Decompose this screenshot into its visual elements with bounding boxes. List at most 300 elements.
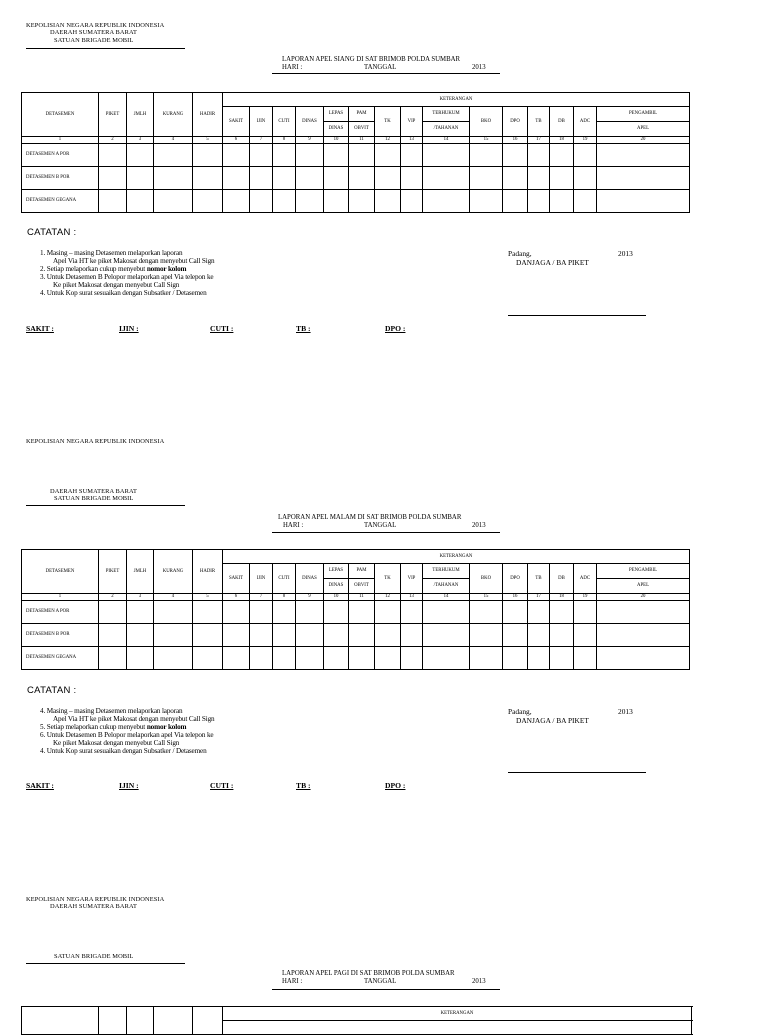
table-cell xyxy=(349,167,375,190)
column-number: 8 xyxy=(273,137,296,144)
col-lepas-2: DINAS xyxy=(324,122,349,137)
column-number: 9 xyxy=(296,594,324,601)
column-number: 13 xyxy=(401,137,423,144)
note-text: Ke piket Makosat dengan menyebut Call Sign xyxy=(53,739,180,747)
title-underline xyxy=(272,989,500,990)
table-cell xyxy=(296,190,324,213)
col-terhukum-2: /TAHANAN xyxy=(423,122,470,137)
column-number: 5 xyxy=(193,594,223,601)
letterhead-2-line-1: KEPOLISIAN NEGARA REPUBLIK INDONESIA xyxy=(26,438,165,445)
column-number: 19 xyxy=(574,137,597,144)
table-cell xyxy=(99,167,127,190)
table-cell xyxy=(349,601,375,624)
table-cell xyxy=(375,647,401,670)
title-underline xyxy=(272,73,500,74)
col-adc: ADC xyxy=(574,564,597,594)
col-detasemen: DETASEMEN xyxy=(22,93,99,137)
table-cell xyxy=(250,601,273,624)
signature-line xyxy=(508,315,646,316)
summary-tb: TB : xyxy=(296,781,311,790)
table-cell xyxy=(250,144,273,167)
letterhead-2-block xyxy=(50,488,137,503)
col-jmlh: JMLH xyxy=(127,93,154,137)
note-text: Masing – masing Detasemen melaporkan laporan xyxy=(46,249,183,257)
table-cell xyxy=(423,647,470,670)
table-cell xyxy=(375,144,401,167)
table-cell xyxy=(550,167,574,190)
table-cell xyxy=(528,647,550,670)
col-bko: BKO xyxy=(470,107,503,137)
table-cell xyxy=(223,624,250,647)
letterhead-underline xyxy=(26,963,185,964)
table-cell xyxy=(574,167,597,190)
sign-role: DANJAGA / BA PIKET xyxy=(516,716,589,725)
col-piket: PIKET xyxy=(99,550,127,594)
note-text: Untuk Kop surat sesuaikan dengan Subsatker / Detasemen xyxy=(46,289,207,297)
col-dpo: DPO xyxy=(503,564,528,594)
row-label: DETASEMEN A POR xyxy=(22,144,99,167)
table-cell xyxy=(223,601,250,624)
table-cell xyxy=(470,144,503,167)
table-row xyxy=(22,601,690,624)
col-terhukum: TERHUKUM xyxy=(423,107,470,122)
col-jmlh-empty xyxy=(127,1007,154,1035)
table-cell xyxy=(273,190,296,213)
table-cell xyxy=(154,624,193,647)
table-row xyxy=(22,624,690,647)
table-cell xyxy=(127,647,154,670)
report-title-text: LAPORAN APEL SIANG DI SAT BRIMOB POLDA SUMBAR xyxy=(282,56,461,63)
table-cell xyxy=(401,647,423,670)
cell-empty xyxy=(223,1021,692,1035)
column-number: 5 xyxy=(193,137,223,144)
summary-ijin: IJIN : xyxy=(119,324,139,333)
table-cell xyxy=(127,624,154,647)
row-label: DETASEMEN A POR xyxy=(22,601,99,624)
col-keterangan: KETERANGAN xyxy=(223,550,690,564)
table-cell xyxy=(423,144,470,167)
letterhead-line-2: DAERAH SUMATERA BARAT xyxy=(50,29,137,37)
tanggal-label: TANGGAL xyxy=(364,64,397,71)
table-cell xyxy=(574,144,597,167)
table-cell xyxy=(273,647,296,670)
note-number: 6. xyxy=(40,731,46,739)
report-title-text: LAPORAN APEL MALAM DI SAT BRIMOB POLDA SUMBAR xyxy=(278,514,462,521)
col-cuti: CUTI xyxy=(273,107,296,137)
col-db: DB xyxy=(550,107,574,137)
table-cell xyxy=(154,144,193,167)
note-text: Untuk Detasemen B Pelopor melaporkan apel Via telepon ke xyxy=(46,731,214,739)
col-keterangan: KETERANGAN xyxy=(223,93,690,107)
table-cell xyxy=(574,647,597,670)
table-cell xyxy=(250,624,273,647)
col-tb: TB xyxy=(528,564,550,594)
table-cell xyxy=(503,601,528,624)
summary-sakit: SAKIT : xyxy=(26,781,54,790)
letterhead-line-3: SATUAN BRIGADE MOBIL xyxy=(54,36,134,44)
table-cell xyxy=(250,167,273,190)
title-underline xyxy=(272,532,500,533)
table-cell xyxy=(154,601,193,624)
column-number: 10 xyxy=(324,594,349,601)
col-vip: VIP xyxy=(401,564,423,594)
column-number: 18 xyxy=(550,137,574,144)
table-cell xyxy=(324,624,349,647)
note-text: Setiap melaporkan cukup menyebut xyxy=(46,265,146,273)
table-cell xyxy=(401,601,423,624)
table-cell xyxy=(574,601,597,624)
column-number: 4 xyxy=(154,594,193,601)
column-number: 6 xyxy=(223,137,250,144)
letterhead-3 xyxy=(26,896,164,911)
table-cell xyxy=(127,144,154,167)
table-cell xyxy=(528,190,550,213)
table-cell xyxy=(296,167,324,190)
column-number: 12 xyxy=(375,594,401,601)
summary-tb: TB : xyxy=(296,324,311,333)
summary-cuti: CUTI : xyxy=(210,781,234,790)
col-detasemen: DETASEMEN xyxy=(22,550,99,594)
column-number: 17 xyxy=(528,594,550,601)
table-cell xyxy=(550,624,574,647)
report-table-3 xyxy=(21,1006,692,1035)
table-cell xyxy=(401,144,423,167)
table-cell xyxy=(154,190,193,213)
column-number: 16 xyxy=(503,594,528,601)
table-cell xyxy=(574,190,597,213)
col-kurang: KURANG xyxy=(154,93,193,137)
table-cell xyxy=(99,624,127,647)
table-cell xyxy=(296,647,324,670)
table-cell xyxy=(550,190,574,213)
note-number: 3. xyxy=(40,273,46,281)
col-bko: BKO xyxy=(470,564,503,594)
column-number: 13 xyxy=(401,594,423,601)
col-jmlh: JMLH xyxy=(127,550,154,594)
note-text: Apel Via HT ke piket Makosat dengan menyebut Call Sign xyxy=(53,715,215,723)
table-cell xyxy=(223,144,250,167)
summary-cuti: CUTI : xyxy=(210,324,234,333)
column-number: 16 xyxy=(503,137,528,144)
note-number: 1. xyxy=(40,249,46,257)
table-cell xyxy=(470,601,503,624)
table-cell xyxy=(223,167,250,190)
table-cell xyxy=(574,624,597,647)
table-row xyxy=(22,647,690,670)
column-number: 17 xyxy=(528,137,550,144)
column-number: 7 xyxy=(250,594,273,601)
col-kurang-empty xyxy=(154,1007,193,1035)
sign-place: Padang, xyxy=(508,249,532,258)
table-cell xyxy=(470,190,503,213)
col-sakit: SAKIT xyxy=(223,107,250,137)
table-cell xyxy=(550,647,574,670)
table-cell xyxy=(503,144,528,167)
table-cell xyxy=(423,624,470,647)
note-emphasis: nomor kolom xyxy=(146,265,187,273)
tanggal-label: TANGGAL xyxy=(364,978,397,985)
col-tk: TK xyxy=(375,564,401,594)
column-number: 18 xyxy=(550,594,574,601)
column-number: 6 xyxy=(223,594,250,601)
column-number: 20 xyxy=(597,594,690,601)
column-number: 19 xyxy=(574,594,597,601)
table-cell xyxy=(423,601,470,624)
table-cell xyxy=(273,601,296,624)
table-cell xyxy=(193,601,223,624)
letterhead-underline xyxy=(26,505,185,506)
table-row xyxy=(22,167,690,190)
table-cell xyxy=(223,647,250,670)
signature-block-1 xyxy=(508,249,658,279)
table-row xyxy=(22,190,690,213)
col-hadir: HADIR xyxy=(193,550,223,594)
catatan-label: CATATAN : xyxy=(27,685,77,696)
table-cell xyxy=(193,144,223,167)
year-label: 2013 xyxy=(472,978,486,985)
table-cell xyxy=(401,190,423,213)
note-number: 4. xyxy=(40,747,46,755)
table-cell xyxy=(273,167,296,190)
sign-role: DANJAGA / BA PIKET xyxy=(516,258,589,267)
table-cell xyxy=(423,190,470,213)
table-cell xyxy=(470,624,503,647)
table-cell xyxy=(503,190,528,213)
table-cell xyxy=(375,624,401,647)
table-cell xyxy=(296,601,324,624)
table-cell xyxy=(375,601,401,624)
col-lepas-2: DINAS xyxy=(324,579,349,594)
table-cell xyxy=(193,167,223,190)
note-text: Untuk Kop surat sesuaikan dengan Subsatker / Detasemen xyxy=(46,747,207,755)
row-label: DETASEMEN GEGANA xyxy=(22,190,99,213)
note-number: 5. xyxy=(40,723,46,731)
table-cell xyxy=(250,190,273,213)
column-number: 3 xyxy=(127,594,154,601)
note-text: Ke piket Makosat dengan menyebut Call Sign xyxy=(53,281,180,289)
note-text: Apel Via HT ke piket Makosat dengan menyebut Call Sign xyxy=(53,257,215,265)
table-cell xyxy=(528,601,550,624)
table-cell xyxy=(470,167,503,190)
col-pam: PAM xyxy=(349,564,375,579)
table-cell xyxy=(273,144,296,167)
col-kurang: KURANG xyxy=(154,550,193,594)
row-label: DETASEMEN B POR xyxy=(22,167,99,190)
col-keterangan: KETERANGAN xyxy=(223,1007,692,1021)
hari-label: HARI : xyxy=(282,978,303,985)
summary-ijin: IJIN : xyxy=(119,781,139,790)
table-cell xyxy=(349,647,375,670)
report-title-2 xyxy=(278,514,486,530)
col-pam: PAM xyxy=(349,107,375,122)
table-cell xyxy=(349,624,375,647)
note-number: 4. xyxy=(40,707,46,715)
column-number: 14 xyxy=(423,594,470,601)
col-pengambil-2: APEL xyxy=(597,579,690,594)
column-number: 15 xyxy=(470,594,503,601)
col-detasemen-empty xyxy=(22,1007,99,1035)
col-terhukum: TERHUKUM xyxy=(423,564,470,579)
table-cell xyxy=(375,167,401,190)
column-number: 9 xyxy=(296,137,324,144)
table-cell xyxy=(296,624,324,647)
table-cell xyxy=(375,190,401,213)
hari-label: HARI : xyxy=(283,522,304,529)
table-cell xyxy=(528,624,550,647)
table-cell xyxy=(423,167,470,190)
col-ijin: IJIN xyxy=(250,564,273,594)
column-number: 2 xyxy=(99,594,127,601)
summary-row-1 xyxy=(0,324,768,336)
column-number: 20 xyxy=(597,137,690,144)
column-number: 1 xyxy=(22,594,99,601)
signature-line xyxy=(508,772,646,773)
col-pam-2: OBVIT xyxy=(349,122,375,137)
signature-block-2 xyxy=(508,707,658,737)
col-pengambil-2: APEL xyxy=(597,122,690,137)
table-cell xyxy=(154,167,193,190)
col-pengambil: PENGAMBIL xyxy=(597,564,690,579)
column-number: 14 xyxy=(423,137,470,144)
row-label: DETASEMEN GEGANA xyxy=(22,647,99,670)
table-cell xyxy=(127,167,154,190)
col-sakit: SAKIT xyxy=(223,564,250,594)
col-hadir-empty xyxy=(193,1007,223,1035)
col-terhukum-2: /TAHANAN xyxy=(423,579,470,594)
summary-dpo: DPO : xyxy=(385,781,406,790)
table-cell xyxy=(528,167,550,190)
note-number: 2. xyxy=(40,265,46,273)
col-vip: VIP xyxy=(401,107,423,137)
tanggal-label: TANGGAL xyxy=(364,522,397,529)
col-pengambil: PENGAMBIL xyxy=(597,107,690,122)
note-text: Masing – masing Detasemen melaporkan laporan xyxy=(46,707,183,715)
table-cell xyxy=(324,647,349,670)
sign-place: Padang, xyxy=(508,707,532,716)
column-number: 2 xyxy=(99,137,127,144)
table-cell xyxy=(273,624,296,647)
letterhead-line-2: DAERAH SUMATERA BARAT xyxy=(50,488,137,495)
table-cell xyxy=(401,624,423,647)
col-lepas: LEPAS xyxy=(324,107,349,122)
col-ijin: IJIN xyxy=(250,107,273,137)
column-number: 8 xyxy=(273,594,296,601)
column-number: 11 xyxy=(349,594,375,601)
table-cell xyxy=(470,647,503,670)
letterhead-line-1: KEPOLISIAN NEGARA REPUBLIK INDONESIA xyxy=(26,896,165,903)
sign-year: 2013 xyxy=(618,707,633,716)
note-emphasis: nomor kolom xyxy=(146,723,187,731)
table-cell xyxy=(597,144,690,167)
table-cell xyxy=(597,190,690,213)
table-cell xyxy=(324,190,349,213)
report-table-1 xyxy=(21,92,690,213)
report-title-3 xyxy=(282,970,486,986)
col-adc: ADC xyxy=(574,107,597,137)
col-tk: TK xyxy=(375,107,401,137)
table-cell xyxy=(127,190,154,213)
col-piket-empty xyxy=(99,1007,127,1035)
table-cell xyxy=(193,190,223,213)
table-cell xyxy=(550,144,574,167)
col-piket: PIKET xyxy=(99,93,127,137)
letterhead-line-1: KEPOLISIAN NEGARA REPUBLIK INDONESIA xyxy=(26,22,165,29)
letterhead-line-3: SATUAN BRIGADE MOBIL xyxy=(54,953,134,960)
summary-dpo: DPO : xyxy=(385,324,406,333)
letterhead-line-2: DAERAH SUMATERA BARAT xyxy=(50,903,137,911)
table-cell xyxy=(503,624,528,647)
column-number: 3 xyxy=(127,137,154,144)
col-tb: TB xyxy=(528,107,550,137)
col-dinas: DINAS xyxy=(296,564,324,594)
table-cell xyxy=(296,144,324,167)
year-label: 2013 xyxy=(472,64,486,71)
table-row xyxy=(22,144,690,167)
column-number: 7 xyxy=(250,137,273,144)
table-cell xyxy=(99,647,127,670)
table-cell xyxy=(503,167,528,190)
table-cell xyxy=(154,647,193,670)
column-number: 4 xyxy=(154,137,193,144)
table-cell xyxy=(349,190,375,213)
table-cell xyxy=(597,167,690,190)
notes-list-2 xyxy=(40,707,214,755)
col-hadir: HADIR xyxy=(193,93,223,137)
sign-year: 2013 xyxy=(618,249,633,258)
notes-list-1 xyxy=(40,249,214,297)
year-label: 2013 xyxy=(472,522,486,529)
table-cell xyxy=(324,167,349,190)
column-number: 10 xyxy=(324,137,349,144)
table-cell xyxy=(223,190,250,213)
table-cell xyxy=(597,647,690,670)
note-number: 4. xyxy=(40,289,46,297)
table-cell xyxy=(127,601,154,624)
letterhead-line-3: SATUAN BRIGADE MOBIL xyxy=(54,495,134,503)
table-cell xyxy=(349,144,375,167)
column-number: 15 xyxy=(470,137,503,144)
note-text: Untuk Detasemen B Pelopor melaporkan apel Via telepon ke xyxy=(46,273,214,281)
report-table-2 xyxy=(21,549,690,670)
col-lepas: LEPAS xyxy=(324,564,349,579)
row-label: DETASEMEN B POR xyxy=(22,624,99,647)
table-cell xyxy=(597,601,690,624)
table-cell xyxy=(193,624,223,647)
table-cell xyxy=(250,647,273,670)
letterhead-1 xyxy=(26,22,164,44)
report-title-1 xyxy=(282,56,486,72)
catatan-label: CATATAN : xyxy=(27,227,77,238)
hari-label: HARI : xyxy=(282,64,303,71)
col-dinas: DINAS xyxy=(296,107,324,137)
table-cell xyxy=(528,144,550,167)
col-pam-2: OBVIT xyxy=(349,579,375,594)
summary-row-2 xyxy=(0,781,768,793)
report-title-text: LAPORAN APEL PAGI DI SAT BRIMOB POLDA SUMBAR xyxy=(282,970,455,977)
table-cell xyxy=(503,647,528,670)
summary-sakit: SAKIT : xyxy=(26,324,54,333)
table-cell xyxy=(99,601,127,624)
col-db: DB xyxy=(550,564,574,594)
table-cell xyxy=(324,144,349,167)
column-number: 1 xyxy=(22,137,99,144)
note-text: Setiap melaporkan cukup menyebut xyxy=(46,723,146,731)
column-number: 11 xyxy=(349,137,375,144)
table-cell xyxy=(324,601,349,624)
table-cell xyxy=(99,190,127,213)
col-dpo: DPO xyxy=(503,107,528,137)
table-cell xyxy=(193,647,223,670)
